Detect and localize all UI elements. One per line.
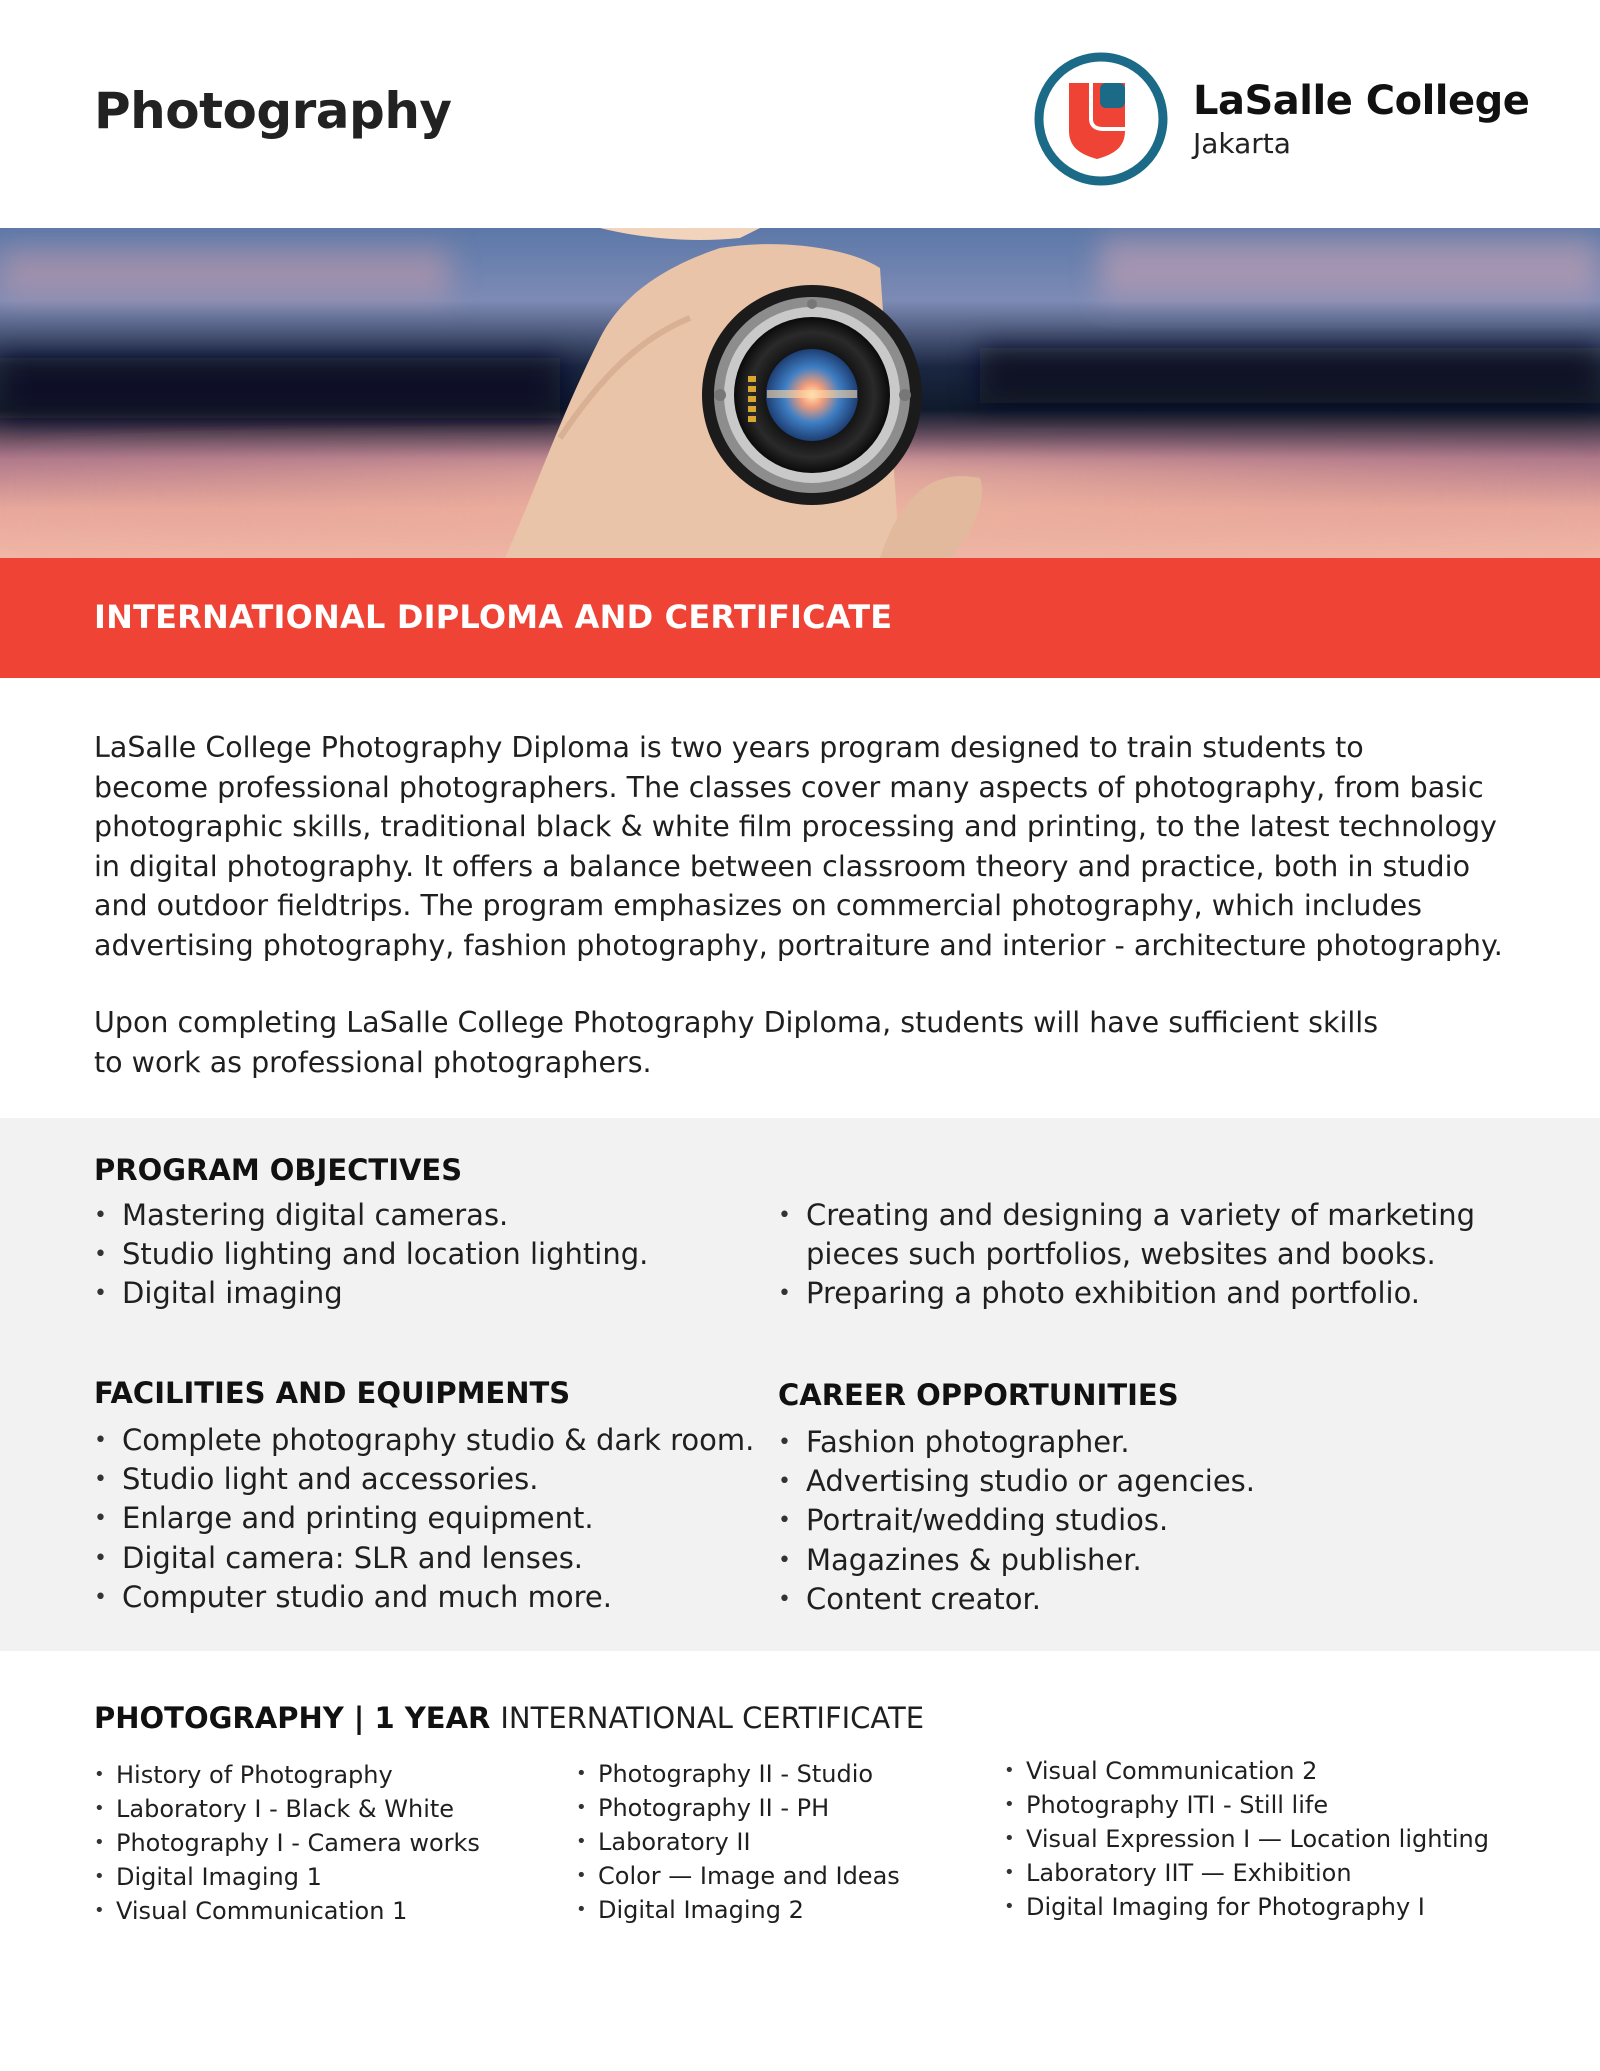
list-item: • Digital imaging [94, 1274, 734, 1313]
list-item-line: pieces such portfolios, websites and books. [806, 1237, 1436, 1272]
objectives-heading: PROGRAM OBJECTIVES [94, 1153, 463, 1187]
intro-paragraph-1: LaSalle College Photography Diploma is two years program designed to train students to become professional photographers. The classes cover many aspects of photography, from basic photographic skills, traditional black & white film processing and printing, to the latest technology in digital photography. It offers a balance between classroom theory and practice, both in studio and outdoor fieldtrips. The program emphasizes on commercial photography, which includes advertising photography, fashion photography, portraiture and interior - architecture photography. [94, 731, 1503, 962]
list-item: • Mastering digital cameras. [94, 1196, 734, 1235]
list-item-line: • Creating and designing a variety of marketing [806, 1198, 1476, 1232]
hero-lens-photo [0, 228, 1600, 558]
certificate-heading-bold: PHOTOGRAPHY | 1 YEAR [94, 1701, 491, 1735]
course-item: • Color — Image and Ideas [576, 1859, 900, 1893]
list-item: • Enlarge and printing equipment. [94, 1499, 774, 1538]
facilities-heading: FACILITIES AND EQUIPMENTS [94, 1376, 571, 1410]
course-item: • Visual Communication 1 [94, 1894, 480, 1928]
list-item: • Fashion photographer. [778, 1423, 1458, 1462]
list-item: • Preparing a photo exhibition and portfolio. [778, 1274, 1498, 1313]
course-item: • Laboratory I - Black & White [94, 1792, 480, 1826]
certificate-heading [94, 1700, 924, 1736]
careers-heading: CAREER OPPORTUNITIES [778, 1378, 1179, 1412]
program-description [94, 728, 1514, 1082]
brand-city: Jakarta [1193, 127, 1291, 160]
brand-lockup [1193, 78, 1529, 162]
certificate-heading-light: INTERNATIONAL CERTIFICATE [500, 1701, 925, 1735]
list-item: • Studio light and accessories. [94, 1460, 774, 1499]
list-item: • Complete photography studio & dark room. [94, 1421, 774, 1460]
course-item: • Photography I - Camera works [94, 1826, 480, 1860]
list-item: • Computer studio and much more. [94, 1578, 774, 1617]
course-item: • Laboratory IIT — Exhibition [1004, 1856, 1489, 1890]
list-item: • Portrait/wedding studios. [778, 1501, 1458, 1540]
banner-heading: INTERNATIONAL DIPLOMA AND CERTIFICATE [94, 598, 893, 636]
intro-paragraph-2: Upon completing LaSalle College Photography Diploma, students will have sufficient skills to work as professional photographers. [94, 1006, 1379, 1079]
list-item: • Magazines & publisher. [778, 1541, 1458, 1580]
certificate-column-1 [94, 1758, 480, 1928]
brand-name: LaSalle College [1193, 78, 1530, 124]
facilities-section [94, 1375, 774, 1617]
course-item: • History of Photography [94, 1758, 480, 1792]
course-item: • Digital Imaging 2 [576, 1893, 900, 1927]
course-item: • Visual Expression I — Location lighting [1004, 1822, 1489, 1856]
diploma-banner [0, 558, 1600, 678]
page-title: Photography [94, 82, 452, 140]
course-item: • Laboratory II [576, 1825, 900, 1859]
list-item: • Digital camera: SLR and lenses. [94, 1539, 774, 1578]
course-item: • Digital Imaging for Photography I [1004, 1890, 1489, 1924]
program-objectives [94, 1152, 734, 1314]
page-header [0, 0, 1600, 228]
program-objectives-continued [778, 1196, 1498, 1314]
certificate-column-3 [1004, 1754, 1489, 1924]
lasalle-logo-icon [1033, 51, 1169, 187]
course-item: • Digital Imaging 1 [94, 1860, 480, 1894]
career-section [778, 1377, 1458, 1619]
course-item: • Photography ITI - Still life [1004, 1788, 1489, 1822]
certificate-column-2 [576, 1757, 900, 1927]
list-item: • Studio lighting and location lighting. [94, 1235, 734, 1274]
list-item: • Content creator. [778, 1580, 1458, 1619]
course-item: • Photography II - Studio [576, 1757, 900, 1791]
course-item: • Photography II - PH [576, 1791, 900, 1825]
list-item: • Advertising studio or agencies. [778, 1462, 1458, 1501]
list-item [778, 1196, 1498, 1274]
course-item: • Visual Communication 2 [1004, 1754, 1489, 1788]
